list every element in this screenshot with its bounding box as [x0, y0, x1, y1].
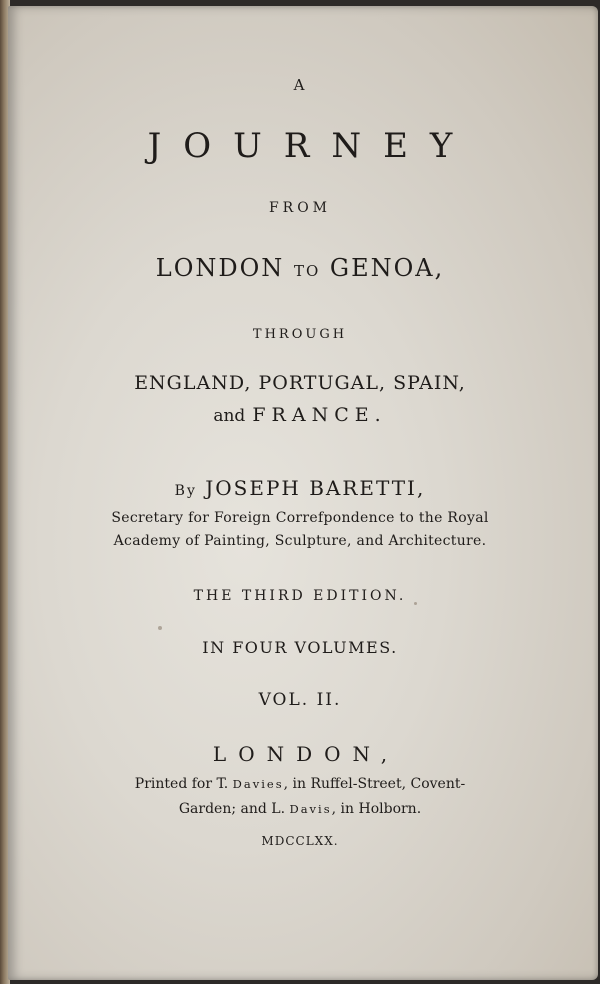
paper-spot: [414, 602, 417, 605]
volume-number: VOL. II.: [258, 690, 342, 710]
and-word: and: [213, 406, 246, 426]
route-line: [0, 254, 600, 282]
imprint-line-1-c: , in Ruffel-Street, Covent-: [283, 776, 466, 792]
imprint-line-2-c: , in Holborn.: [331, 801, 422, 817]
from-line: FROM: [268, 200, 332, 216]
edition-line: THE THIRD EDITION.: [193, 588, 407, 604]
author-role-line-2: Academy of Painting, Sculpture, and Architecture.: [113, 533, 487, 549]
main-title: JOURNEY: [147, 126, 475, 166]
imprint-place: LONDON,: [212, 742, 400, 766]
by-prefix: By: [174, 483, 197, 499]
printer-name-1: Davies: [232, 777, 284, 791]
countries-line: ENGLAND, PORTUGAL, SPAIN,: [134, 372, 466, 394]
imprint-line-1-a: Printed for T.: [134, 776, 229, 792]
article-a: A: [293, 76, 307, 94]
author-role-line-1: Secretary for Foreign Correfpondence to the Royal: [111, 510, 489, 526]
paper-spot: [158, 626, 162, 630]
imprint-line-2-a: Garden; and L.: [178, 801, 286, 817]
publication-year: MDCCLXX.: [261, 834, 339, 848]
last-country-line: [0, 404, 600, 426]
imprint-line-1: [0, 776, 600, 792]
through-line: THROUGH: [252, 327, 348, 342]
imprint-line-2: [0, 801, 600, 817]
volumes-line: IN FOUR VOLUMES.: [202, 638, 398, 657]
route-origin: LONDON: [155, 254, 285, 282]
printer-name-2: Davis: [289, 802, 332, 816]
last-country: FRANCE.: [252, 404, 387, 426]
author-line: [0, 476, 600, 500]
route-connector: TO: [293, 262, 321, 280]
route-destination: GENOA,: [329, 254, 445, 282]
author-name: JOSEPH BARETTI,: [205, 476, 426, 500]
